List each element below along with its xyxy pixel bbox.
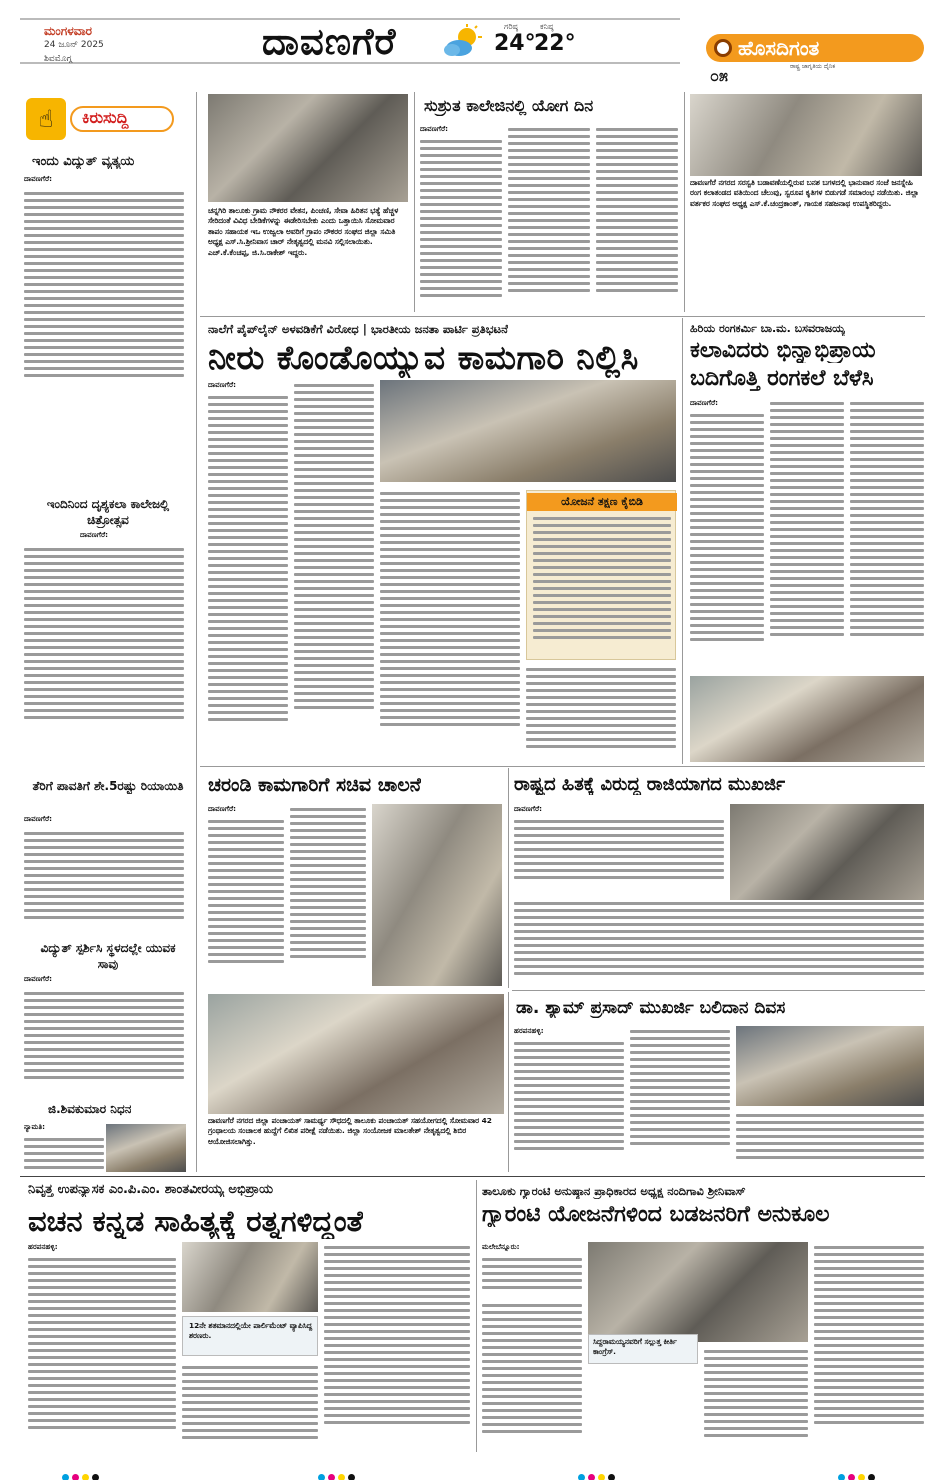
brief-5-body (24, 1134, 104, 1178)
vachana-body-col-2 (182, 1362, 318, 1450)
water-body-col-4 (526, 664, 676, 762)
yoga-body-col-3 (596, 124, 678, 312)
brief-2-title: ಇಂದಿನಿಂದ ದೃಶ್ಯಕಲಾ ಕಾಲೇಜಲ್ಲಿ ಚಿತ್ರೋತ್ಸವ (46, 497, 170, 527)
artist-body-col-2 (770, 398, 844, 670)
yoga-dateline: ದಾವಣಗೆರೆ: (420, 124, 449, 133)
brief-1-body (24, 188, 184, 388)
dot-yellow (82, 1474, 89, 1480)
water-body-col-2 (294, 380, 374, 762)
footer-dots-center (318, 1466, 358, 1480)
brief-1-title: ಇಂದು ವಿದ್ಯುತ್ ವ್ಯತ್ಯಯ (32, 154, 135, 169)
water-dateline: ದಾವಣಗೆರೆ: (208, 380, 237, 389)
brief-5-dateline: ನ್ಯಾಮತಿ: (24, 1122, 46, 1131)
brief-4-dateline: ದಾವಣಗೆರೆ: (24, 974, 53, 983)
dot-black (608, 1474, 615, 1480)
issue-date: 24 ಜೂನ್ 2025 (44, 40, 104, 50)
water-headline: ನೀರು ಕೊಂಡೊಯ್ಯುವ ಕಾಮಗಾರಿ ನಿಲ್ಲಿಸಿ (208, 338, 639, 377)
vachana-callout-text: 12ನೇ ಶತಮಾನದಲ್ಲಿಯೇ ಪಾರ್ಲಿಮೆಂಟ್ ವ್ಯಾಪಿಸಿದ್ದ ಶರಣರು. (189, 1321, 313, 1341)
artist-body-col-1 (690, 410, 764, 670)
nation-photo (730, 804, 924, 900)
brief-5-title: ಜಿ.ಶಿವಕುಮಾರ ನಿಧನ (48, 1102, 132, 1116)
min-temp: 22° (534, 31, 576, 56)
issue-day: ಮಂಗಳವಾರ (44, 24, 93, 38)
guarantee-headline: ಗ್ಯಾರಂಟಿ ಯೋಜನೆಗಳಿಂದ ಬಡಜನರಿಗೆ ಅನುಕೂಲ (482, 1202, 830, 1227)
min-temp-label: ಕನಿಷ್ಠ (540, 22, 554, 31)
brief-1-dateline: ದಾವಣಗೆರೆ: (24, 174, 53, 183)
obituary-photo (106, 1124, 186, 1172)
briefs-column (20, 92, 190, 1172)
top-left-caption: ಚನ್ನಗಿರಿ ತಾಲೂಕು ಗ್ರಾಮ ನೌಕರರ ವೇತನ, ಪಿಂಚಣಿ, ಸೇವಾ ಹಿರಿತನ ಭತ್ಯೆ ಹೆಚ್ಚಳ ಸೇರಿದಂತೆ ವಿವಿಧ ಬೇಡಿಕೆಗಳನ್ನು ಈಡೇರಿಸಬೇಕು ಎಂದು ಒತ್ತಾಯಿಸಿ ಸೋಮವಾರ ತಾಪಂ ಸಹಾಯಕ ಇಒ ಉಜ್ವಲಾ ಅವರಿಗೆ ಗ್ರಾಪಂ ನೌಕರರ ಸಂಘದ ಜಿಲ್ಲಾ ಸಮಿತಿ ಅಧ್ಯಕ್ಷ ಎಸ್.ಸಿ.ಶ್ರೀನಿವಾಸ ಚಾರ್ ನೇತೃತ್ವದಲ್ಲಿ ಮನವಿ ಸಲ್ಲಿಸಲಾಯಿತು. ಎಚ್.ಕೆ.ಕೆಂಚಪ್ಪ, ಜಿ.ಸಿ.ರಾಕೇಶ್ ಇದ್ದರು. (208, 206, 399, 257)
water-photo (380, 380, 676, 482)
footer-dots-far-right (838, 1466, 878, 1480)
dot-cyan (318, 1474, 325, 1480)
vachana-callout (182, 1316, 318, 1356)
dot-magenta (848, 1474, 855, 1480)
brief-2-body (24, 544, 184, 744)
charandi-body-col-1 (208, 816, 284, 986)
water-callout-title: ಯೋಜನೆ ತಕ್ಷಣ ಕೈಬಿಡಿ (527, 493, 677, 511)
charandi-photo (372, 804, 502, 986)
guarantee-callout-text: ಸಿದ್ದರಾಮಯ್ಯನವರಿಗೆ ಸಲ್ಲುತ್ತ ಕೀರ್ತಿ ಕಾಂಗ್ರೆಸ್. (593, 1337, 677, 1357)
guarantee-body-col-3 (704, 1346, 808, 1450)
charandi-dateline: ದಾವಣಗೆರೆ: (208, 804, 237, 813)
dot-yellow (598, 1474, 605, 1480)
yoga-body-col-2 (508, 124, 590, 312)
guarantee-photo (588, 1242, 808, 1342)
vachana-body-col-3 (324, 1242, 470, 1450)
top-right-photo (690, 94, 922, 176)
water-callout-body (533, 513, 671, 657)
artist-headline-1: ಕಲಾವಿದರು ಭಿನ್ನಾಭಿಪ್ರಾಯ (690, 338, 876, 363)
dot-black (868, 1474, 875, 1480)
footer-dots-right (578, 1466, 618, 1480)
brief-3-dateline: ದಾವಣಗೆರೆ: (24, 814, 53, 823)
page-number-visible: ೦೫ (710, 66, 728, 85)
nation-headline: ರಾಷ್ಟ್ರದ ಹಿತಕ್ಕೆ ವಿರುದ್ಧ ರಾಜಿಯಾಗದ ಮುಖರ್ಜಿ (514, 774, 786, 795)
dot-cyan (838, 1474, 845, 1480)
dot-black (92, 1474, 99, 1480)
dot-cyan (578, 1474, 585, 1480)
water-body-col-3 (380, 488, 520, 762)
max-temp: 24° (494, 31, 536, 56)
city-name: ದಾವಣಗೆರೆ (262, 20, 397, 63)
exam-photo (208, 994, 504, 1114)
vachana-kicker: ನಿವೃತ್ತ ಉಪನ್ಯಾಸಕ ಎಂ.ಪಿ.ಎಂ. ಶಾಂತವೀರಯ್ಯ ಅಭಿಪ್ರಾಯ (28, 1182, 274, 1197)
guarantee-callout (588, 1334, 698, 1364)
dot-black (348, 1474, 355, 1480)
dot-yellow (858, 1474, 865, 1480)
water-body-col-1 (208, 392, 288, 762)
dot-magenta (328, 1474, 335, 1480)
mukherjee-body-col-3 (736, 1110, 924, 1170)
brief-4-body (24, 988, 184, 1088)
paper-name: ಹೊಸದಿಗಂತ (738, 36, 820, 60)
guarantee-kicker: ತಾಲೂಕು ಗ್ಯಾರಂಟಿ ಅನುಷ್ಠಾನ ಪ್ರಾಧಿಕಾರದ ಅಧ್ಯಕ್ಷ ನಂದಿಗಾವಿ ಶ್ರೀನಿವಾಸ್ (482, 1184, 746, 1198)
vachana-headline: ವಚನ ಕನ್ನಡ ಸಾಹಿತ್ಯಕ್ಕೆ ರತ್ನಗಳಿದ್ದಂತೆ (28, 1204, 364, 1238)
nation-body-col-2 (514, 898, 924, 986)
max-temp-label: ಗರಿಷ್ಠ (504, 22, 518, 31)
paper-logo-icon (714, 39, 732, 57)
briefs-header (26, 98, 176, 142)
artist-kicker: ಹಿರಿಯ ರಂಗಕರ್ಮಿ ಬಾ.ಮ. ಬಸವರಾಜಯ್ಯ (690, 322, 846, 335)
top-left-photo (208, 94, 408, 202)
charandi-body-col-2 (290, 804, 366, 986)
vachana-body-col-1 (28, 1254, 176, 1450)
brief-3-body (24, 828, 184, 928)
pointing-hand-icon: ☝ (26, 98, 66, 140)
mukherjee-photo (736, 1026, 924, 1106)
charandi-headline: ಚರಂಡಿ ಕಾಮಗಾರಿಗೆ ಸಚಿವ ಚಾಲನೆ (208, 774, 422, 796)
masthead (0, 0, 945, 88)
edition-name: ಶಿವಮೊಗ್ಗ (44, 54, 72, 64)
mukherjee-dateline: ಹರಪನಹಳ್ಳಿ: (514, 1026, 544, 1035)
brief-4-title: ವಿದ್ಯುತ್ ಸ್ಪರ್ಶಿಸಿ ಸ್ಥಳದಲ್ಲೇ ಯುವಕ ಸಾವು (40, 941, 176, 971)
yoga-headline: ಸುಶ್ರುತ ಕಾಲೇಜಿನಲ್ಲಿ ಯೋಗ ದಿನ (424, 96, 594, 115)
guarantee-dateline: ಮಲೇಬೆನ್ನೂರು: (482, 1242, 520, 1251)
dot-magenta (588, 1474, 595, 1480)
yoga-body-col-1 (420, 136, 502, 312)
water-kicker: ನಾಲೆಗೆ ಪೈಪ್‌ಲೈನ್ ಅಳವಡಿಕೆಗೆ ವಿರೋಧ | ಭಾರತೀಯ ಜನತಾ ಪಾರ್ಟಿ ಪ್ರತಿಭಟನೆ (208, 322, 508, 336)
vachana-photo (182, 1242, 318, 1312)
nation-body-col-1 (514, 816, 724, 892)
dot-magenta (72, 1474, 79, 1480)
guarantee-body-col-2 (482, 1300, 582, 1450)
artist-headline-2: ಬದಿಗೊತ್ತಿ ರಂಗಕಲೆ ಬೆಳೆಸಿ (690, 366, 874, 391)
guarantee-body-col-4 (814, 1242, 924, 1450)
mukherjee-body-col-2 (630, 1026, 730, 1170)
guarantee-body-col-1 (482, 1254, 582, 1294)
mukherjee-body-col-1 (514, 1038, 624, 1170)
nation-dateline: ದಾವಣಗೆರೆ: (514, 804, 543, 813)
top-right-caption: ದಾವಣಗೆರೆ ನಗರದ ಸರಸ್ವತಿ ಬಡಾವಣೆಯಲ್ಲಿರುವ ಬನಶ ಬಗಳದಲ್ಲಿ ಭಾನುವಾರ ಸಂಜೆ ಜನಸ್ನೇಹಿ ರಂಗ ಕಲಾತಂಡದ ವತಿಯಿಂದ ಚೆಲುವು, ಸ್ವರೂಪ ಕೃತಿಗಳ ಬಿಡುಗಡೆ ಸಮಾರಂಭ ನಡೆಯಿತು. ಜಿಲ್ಲಾ ವರ್ತಕರ ಸಂಘದ ಅಧ್ಯಕ್ಷ ಎಸ್.ಕೆ.ಚಂದ್ರಕಾಂತ್, ಗಾಯಕ ಸಹಜನಾಥ ಉಪಸ್ಥಿತರಿದ್ದರು. (690, 178, 919, 208)
weather-icon (442, 24, 484, 60)
artist-photo (690, 676, 924, 762)
mukherjee-headline: ಡಾ. ಶ್ಯಾಮ್ ಪ್ರಸಾದ್ ಮುಖರ್ಜಿ ಬಲಿದಾನ ದಿವಸ (516, 998, 786, 1018)
water-callout-box (526, 490, 676, 660)
footer-dots-left (62, 1466, 102, 1480)
brief-2-dateline: ದಾವಣಗೆರೆ: (80, 530, 109, 539)
vachana-dateline: ಹರಪನಹಳ್ಳಿ: (28, 1242, 58, 1251)
dot-yellow (338, 1474, 345, 1480)
paper-tagline: ರಾಷ್ಟ್ರ ಜಾಗೃತಿಯ ದೈನಿಕ (790, 63, 836, 70)
artist-dateline: ದಾವಣಗೆರೆ: (690, 398, 719, 407)
briefs-title: ಕಿರುಸುದ್ದಿ (82, 108, 129, 127)
exam-caption: ದಾವಣಗೆರೆ ನಗರದ ಜಿಲ್ಲಾ ಪಂಚಾಯತ್ ಸಾಮರ್ಥ್ಯ ಸೌಧದಲ್ಲಿ ತಾಲೂಕು ಪಂಚಾಯತ್ ಸಹಯೋಗದಲ್ಲಿ ಸೋಮವಾರ 42 ಗ್ರಂಥಾಲಯ ಸಂಚಾಲಕ ಹುದ್ದೆಗೆ ಲಿಖಿತ ಪರೀಕ್ಷೆ ನಡೆಯಿತು. ಜಿಲ್ಲಾ ಸಂಯೋಜಕ ಮಾಲತೇಶ್ ನೇತೃತ್ವದಲ್ಲಿ ಶಿಬಿರ ಆಯೋಜಿಸಲಾಗಿತ್ತು. (208, 1116, 492, 1146)
artist-body-col-3 (850, 398, 924, 670)
brief-3-title: ತೆರಿಗೆ ಪಾವತಿಗೆ ಶೇ.5ರಷ್ಟು ರಿಯಾಯಿತಿ (32, 779, 184, 793)
dot-cyan (62, 1474, 69, 1480)
